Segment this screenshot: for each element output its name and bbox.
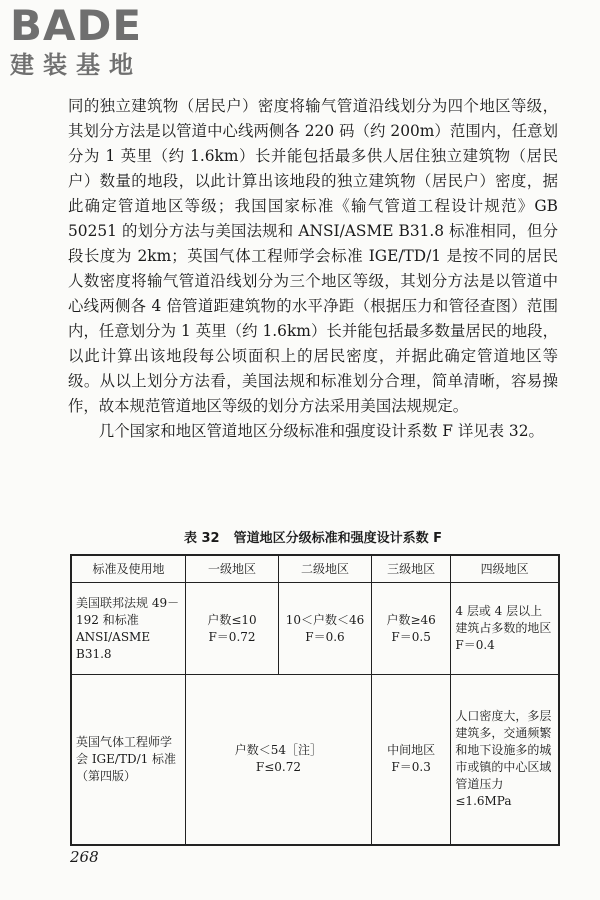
logo-wordmark: BADE — [10, 1, 143, 50]
header-class-2: 二级地区 — [279, 555, 372, 583]
cell-line: F≤0.72 — [255, 760, 301, 775]
logo-subtitle: 建装基地 — [10, 51, 142, 79]
cell-class-1 — [185, 583, 278, 675]
cell-line: 户数≤10 — [207, 612, 257, 627]
cell-standard: 美国联邦法规 49－192 和标准 ANSI/ASME B31.8 — [71, 583, 185, 675]
table-row — [71, 675, 559, 845]
cell-class-3 — [371, 675, 450, 845]
header-standard: 标准及使用地 — [71, 555, 185, 583]
table-title: 管道地区分级标准和强度设计系数 F — [233, 531, 443, 546]
table-caption — [68, 527, 558, 546]
cell-class-1-2 — [185, 675, 371, 845]
cell-line: 人口密度大，多层建筑多，交通频繁和地下设施多的城市或镇的中心区域 — [455, 709, 552, 775]
page-number: 268 — [70, 848, 99, 866]
table-row — [71, 583, 559, 675]
header-class-4: 四级地区 — [451, 555, 559, 583]
paragraph: 几个国家和地区管道地区分级标准和强度设计系数 F 详见表 32。 — [98, 422, 544, 440]
cell-class-4 — [451, 675, 559, 845]
table-header-row — [71, 555, 559, 583]
cell-line: F＝0.6 — [305, 629, 345, 644]
cell-line: 中间地区 — [387, 743, 436, 758]
cell-line: F＝0.72 — [208, 629, 256, 644]
body-text — [68, 94, 558, 444]
header-class-3: 三级地区 — [371, 555, 450, 583]
header-class-1: 一级地区 — [185, 555, 278, 583]
cell-class-4: 4 层或 4 层以上建筑占多数的地区 F＝0.4 — [451, 583, 559, 675]
cell-line: 管道压力≤1.6MPa — [455, 777, 512, 809]
cell-line: F＝0.5 — [391, 629, 431, 644]
logo — [10, 1, 180, 80]
cell-line: 户数＜54［注］ — [234, 743, 323, 758]
cell-line: 户数≥46 — [386, 612, 436, 627]
cell-class-3 — [371, 583, 450, 675]
district-class-table — [70, 554, 560, 846]
cell-class-2 — [279, 583, 372, 675]
paragraph: 同的独立建筑物（居民户）密度将输气管道沿线划分为四个地区等级，其划分方法是以管道中心线两侧各 220 码（约 200m）范围内，任意划分为 1 英里（约 1.6km）长并能包括最多供人居住独立建筑物（居民户）数量的地段，以此计算出该地段的独立建筑物（居民户）密度，据此确定管道地区等级；我国国家标准《输气管道工程设计规范》GB 50251 的划分方法与美国法规和 ANSI/ASME B31.8 标准相同，但分段长度为 2km；英国气体工程师学会标准 IGE/TD/1 是按不同的居民人数密度将输气管道沿线划分为三个地区等级，其划分方法是以管道中心线两侧各 4 倍管道距建筑物的水平净距（根据压力和管径查图）范围内，任意划分为 1 英里（约 1.6km）长并能包括最多数量居民的地段，以此计算出该地段每公顷面积上的居民密度，并据此确定管道地区等级。从以上划分方法看，美国法规和标准划分合理，简单清晰，容易操作，故本规范管道地区等级的划分方法采用美国法规规定。 — [68, 97, 558, 415]
cell-line: 10＜户数＜46 — [285, 612, 365, 627]
cell-line: F＝0.3 — [391, 760, 431, 775]
cell-standard: 英国气体工程师学会 IGE/TD/1 标准（第四版） — [71, 675, 185, 845]
table-number: 表 32 — [183, 531, 220, 546]
